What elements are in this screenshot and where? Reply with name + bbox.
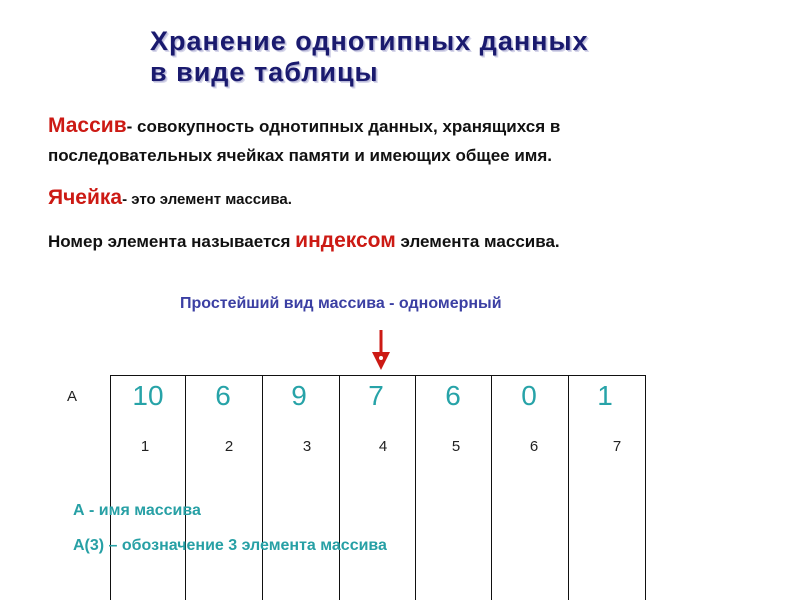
array-cell-value: 10 [132,380,164,411]
slide-title-line-2: в виде таблицы [150,57,379,87]
cell-term: Ячейка [48,186,123,209]
array-definition-line-2: последовательных ячейках памяти и имеющих общее имя. [48,146,552,165]
array-cell-value: 1 [597,380,613,411]
index-term: индексом [295,229,396,252]
array-cell-value: 0 [521,380,537,411]
array-cell-index: 1 [140,438,150,455]
array-cell-divider [415,375,416,600]
array-cell-value: 7 [368,380,384,411]
cell-definition-text: - это элемент массива. [122,191,292,208]
array-cell-value: 6 [215,380,231,411]
array-cell-index: 4 [378,438,388,455]
array-cell-divider [491,375,492,600]
index-text-after: элемента массива. [395,232,560,251]
array-cell-divider [645,375,646,600]
array-cell-divider [568,375,569,600]
array-cell-index: 2 [224,438,234,455]
array-type-subtitle: Простейший вид массива - одномерный [180,295,502,312]
array-name-note: А - имя массива [73,502,201,519]
array-cell-index: 6 [529,438,539,455]
cell-definition [48,186,292,210]
array-cell-divider [339,375,340,600]
array-cell-index: 3 [302,438,312,455]
down-arrow-icon [370,330,392,372]
array-name-label: А [67,388,78,405]
array-term: Массив [48,114,127,137]
array-cell-index: 7 [612,438,622,455]
array-top-border [110,375,645,376]
array-cell-divider [185,375,186,600]
array-cell-index: 5 [451,438,461,455]
array-definition-text-1: - совокупность однотипных данных, хранящихся в [126,117,561,136]
array-cell-value: 9 [291,380,307,411]
array-cell-value: 6 [445,380,461,411]
array-cell-divider [110,375,111,600]
array-element-notation-note: А(3) – обозначение 3 элемента массива [73,537,387,554]
index-text-before: Номер элемента называется [48,232,296,251]
array-cell-divider [262,375,263,600]
slide-title-line-1: Хранение однотипных данных [150,26,589,56]
array-definition-line-1 [48,114,560,138]
index-definition [48,229,560,253]
